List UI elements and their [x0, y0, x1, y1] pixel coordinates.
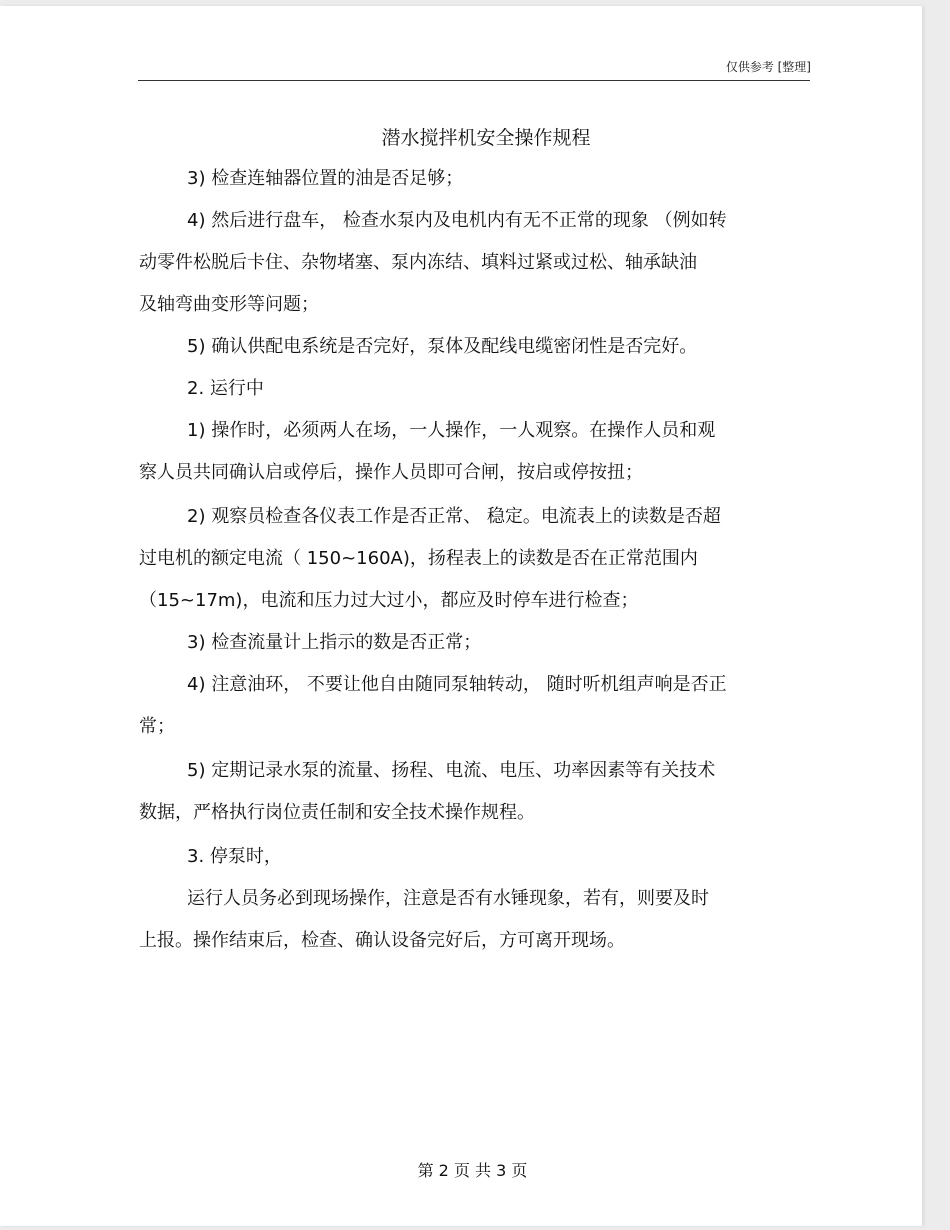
paragraph-line: 上报。操作结束后，检查、确认设备完好后，方可离开现场。 [139, 930, 625, 951]
paragraph [139, 750, 807, 834]
paragraph-line: 4) 注意油环， 不要让他自由随同泵轴转动， 随时听机组声响是否正 [187, 674, 727, 695]
paragraph [139, 200, 807, 326]
document-title: 潜水搅拌机安全操作规程 [381, 127, 591, 149]
paragraph-line: 3) 检查流量计上指示的数是否正常； [187, 632, 482, 653]
paragraph-line: 5) 定期记录水泵的流量、扬程、电流、电压、功率因素等有关技术 [187, 760, 716, 781]
paragraph [139, 158, 807, 200]
paragraph [139, 410, 807, 494]
paragraph [139, 496, 807, 622]
paragraph-line: 3. 停泵时， [187, 846, 282, 867]
header-note: 仅供参考 [整理] [725, 60, 811, 74]
paragraph-line: （15~17m)，电流和压力过大过小，都应及时停车进行检查； [139, 590, 639, 611]
paragraph-line: 过电机的额定电流（ 150~160A)，扬程表上的读数是否在正常范围内 [139, 548, 698, 569]
paragraph-line: 3) 检查连轴器位置的油是否足够； [187, 168, 464, 189]
paragraph-line: 运行人员务必到现场操作，注意是否有水锤现象，若有，则要及时 [187, 888, 709, 909]
paragraph-line: 及轴弯曲变形等问题； [139, 294, 319, 315]
paragraph-line: 5) 确认供配电系统是否完好，泵体及配线电缆密闭性是否完好。 [187, 336, 698, 357]
paragraph-line: 4) 然后进行盘车， 检查水泵内及电机内有无不正常的现象 （例如转 [187, 210, 727, 231]
header-divider [138, 80, 810, 81]
paragraph [139, 664, 807, 748]
paragraph-line: 2) 观察员检查各仪表工作是否正常、 稳定。电流表上的读数是否超 [187, 506, 721, 527]
document-page [0, 6, 922, 1226]
page-number: 第 2 页 共 3 页 [417, 1161, 528, 1180]
paragraph-line: 察人员共同确认启或停后，操作人员即可合闸，按启或停按扭； [139, 462, 643, 483]
paragraph [139, 622, 807, 664]
paragraph-line: 1) 操作时，必须两人在场，一人操作，一人观察。在操作人员和观 [187, 420, 716, 441]
paragraph-line: 数据，严格执行岗位责任制和安全技术操作规程。 [139, 802, 535, 823]
paragraph [139, 326, 807, 368]
paragraph-line: 常； [139, 716, 175, 737]
paragraph-line: 动零件松脱后卡住、杂物堵塞、泵内冻结、填料过紧或过松、轴承缺油 [139, 252, 697, 273]
paragraph [139, 836, 807, 878]
paragraph [139, 878, 807, 962]
paragraph-line: 2. 运行中 [187, 378, 264, 399]
paragraph [139, 368, 807, 410]
